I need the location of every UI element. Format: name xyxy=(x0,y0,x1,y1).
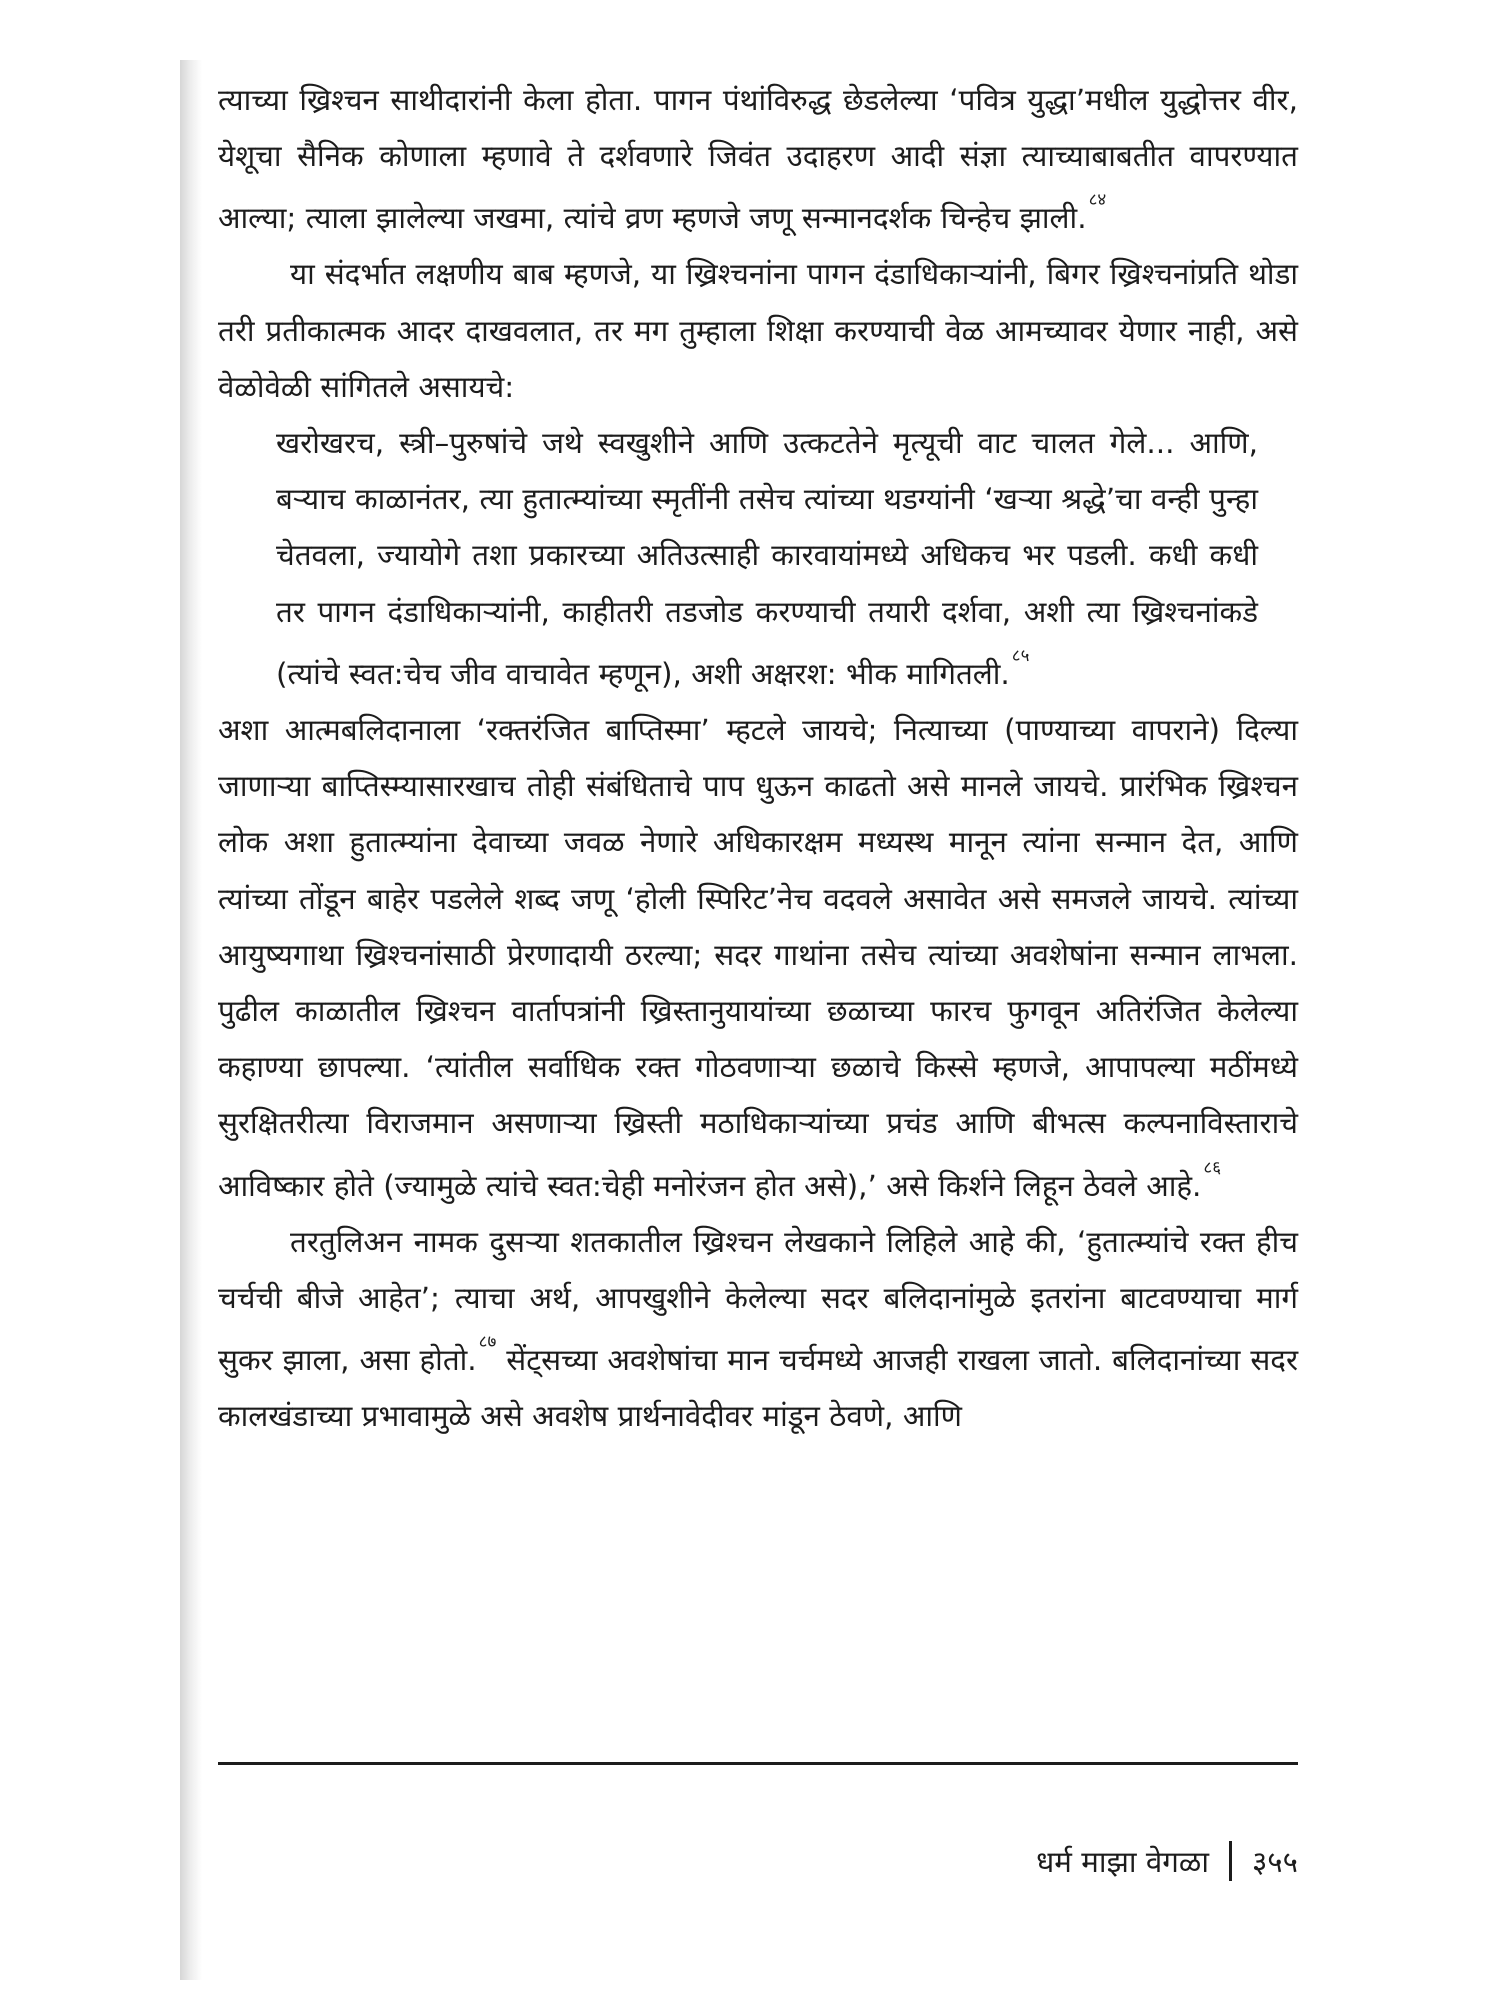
quote-text: खरोखरच, स्त्री–पुरुषांचे जथे स्वखुशीने आणि उत्कटतेने मृत्यूची वाट चालत गेले... आणि, बऱ्याच काळानंतर, त्या हुतात्म्यांच्या स्मृतींनी तसेच त्यांच्या थडग्यांनी ‘खऱ्या श्रद्धे’चा वन्ही पुन्हा चेतवला, ज्यायोगे तशा प्रकारच्या अतिउत्साही कारवायांमध्ये अधिकच भर पडली. कधी कधी तर पागन दंडाधिकाऱ्यांनी, काहीतरी तडजोड करण्याची तयारी दर्शवा, अशी त्या ख्रिश्चनांकडे (त्यांचे स्वत:चेच जीव वाचावेत म्हणून), अशी अक्षरश: भीक मागितली. xyxy=(276,426,1258,691)
paragraph-text: या संदर्भात लक्षणीय बाब म्हणजे, या ख्रिश्चनांना पागन दंडाधिकाऱ्यांनी, बिगर ख्रिश्चनांप्रति थोडा तरी प्रतीकात्मक आदर दाखवलात, तर मग तुम्हाला शिक्षा करण्याची वेळ आमच्यावर येणार नाही, असे वेळोवेळी सांगितले असायचे: xyxy=(218,257,1298,404)
paragraph-3 xyxy=(218,702,1298,1214)
block-quote xyxy=(218,415,1298,702)
paragraph-1 xyxy=(218,72,1298,246)
footnote-marker: ८७ xyxy=(478,1331,497,1352)
spine-shadow xyxy=(180,60,202,1980)
page-footer xyxy=(1036,1840,1298,1884)
paragraph-text: तरतुलिअन नामक दुसऱ्या शतकातील ख्रिश्चन लेखकाने लिहिले आहे की, ‘हुतात्म्यांचे रक्त हीच चर्चची बीजे आहेत’; त्याचा अर्थ, आपखुशीने केलेल्या सदर बलिदानांमुळे इतरांना बाटवण्याचा मार्ग सुकर झाला, असा होतो. xyxy=(218,1224,1298,1377)
paragraph-text: त्याच्या ख्रिश्चन साथीदारांनी केला होता. पागन पंथांविरुद्ध छेडलेल्या ‘पवित्र युद्धा’मधील युद्धोत्तर वीर, येशूचा सैनिक कोणाला म्हणावे ते दर्शवणारे जिवंत उदाहरण आदी संज्ञा त्याच्याबाबतीत वापरण्यात आल्या; त्याला झालेल्या जखमा, त्यांचे व्रण म्हणजे जणू सन्मानदर्शक चिन्हेच झाली. xyxy=(218,83,1298,236)
book-title: धर्म माझा वेगळा xyxy=(1036,1845,1209,1879)
paragraph-2 xyxy=(218,246,1298,415)
footnote-marker: ८५ xyxy=(1011,645,1030,666)
paragraph-text: अशा आत्मबलिदानाला ‘रक्तरंजित बाप्तिस्मा’ म्हटले जायचे; नित्याच्या (पाण्याच्या वापराने) दिल्या जाणाऱ्या बाप्तिस्म्यासारखाच तोही संबंधिताचे पाप धुऊन काढतो असे मानले जायचे. प्रारंभिक ख्रिश्चन लोक अशा हुतात्म्यांना देवाच्या जवळ नेणारे अधिकारक्षम मध्यस्थ मानून त्यांना सन्मान देत, आणि त्यांच्या तोंडून बाहेर पडलेले शब्द जणू ‘होली स्पिरिट’नेच वदवले असावेत असे समजले जायचे. त्यांच्या आयुष्यगाथा ख्रिश्चनांसाठी प्रेरणादायी ठरल्या; सदर गाथांना तसेच त्यांच्या अवशेषांना सन्मान लाभला. पुढील काळातील ख्रिश्चन वार्तापत्रांनी ख्रिस्तानुयायांच्या छळाच्या फारच फुगवून अतिरंजित केलेल्या कहाण्या छापल्या. ‘त्यांतील सर्वाधिक रक्त गोठवणाऱ्या छळाचे किस्से म्हणजे, आपापल्या मठींमध्ये सुरक्षितरीत्या विराजमान असणाऱ्या ख्रिस्ती मठाधिकाऱ्यांच्या प्रचंड आणि बीभत्स कल्पनाविस्ताराचे आविष्कार होते (ज्यामुळे त्यांचे स्वत:चेही मनोरंजन होत असे),’ असे किर्शने लिहून ठेवले आहे. xyxy=(218,712,1298,1203)
paragraph-4 xyxy=(218,1214,1298,1445)
footer-separator xyxy=(1229,1841,1232,1881)
footnote-marker: ८६ xyxy=(1203,1157,1222,1178)
footer-rule xyxy=(218,1762,1298,1765)
paragraph-continuation: सेंट्सच्या अवशेषांचा मान चर्चमध्ये आजही राखला जातो. बलिदानांच्या सदर कालखंडाच्या प्रभावामुळे असे अवशेष प्रार्थनावेदीवर मांडून ठेवणे, आणि xyxy=(218,1342,1299,1433)
footnote-marker: ८४ xyxy=(1088,190,1107,211)
page-number: ३५५ xyxy=(1251,1845,1298,1879)
body-text xyxy=(218,72,1298,1444)
